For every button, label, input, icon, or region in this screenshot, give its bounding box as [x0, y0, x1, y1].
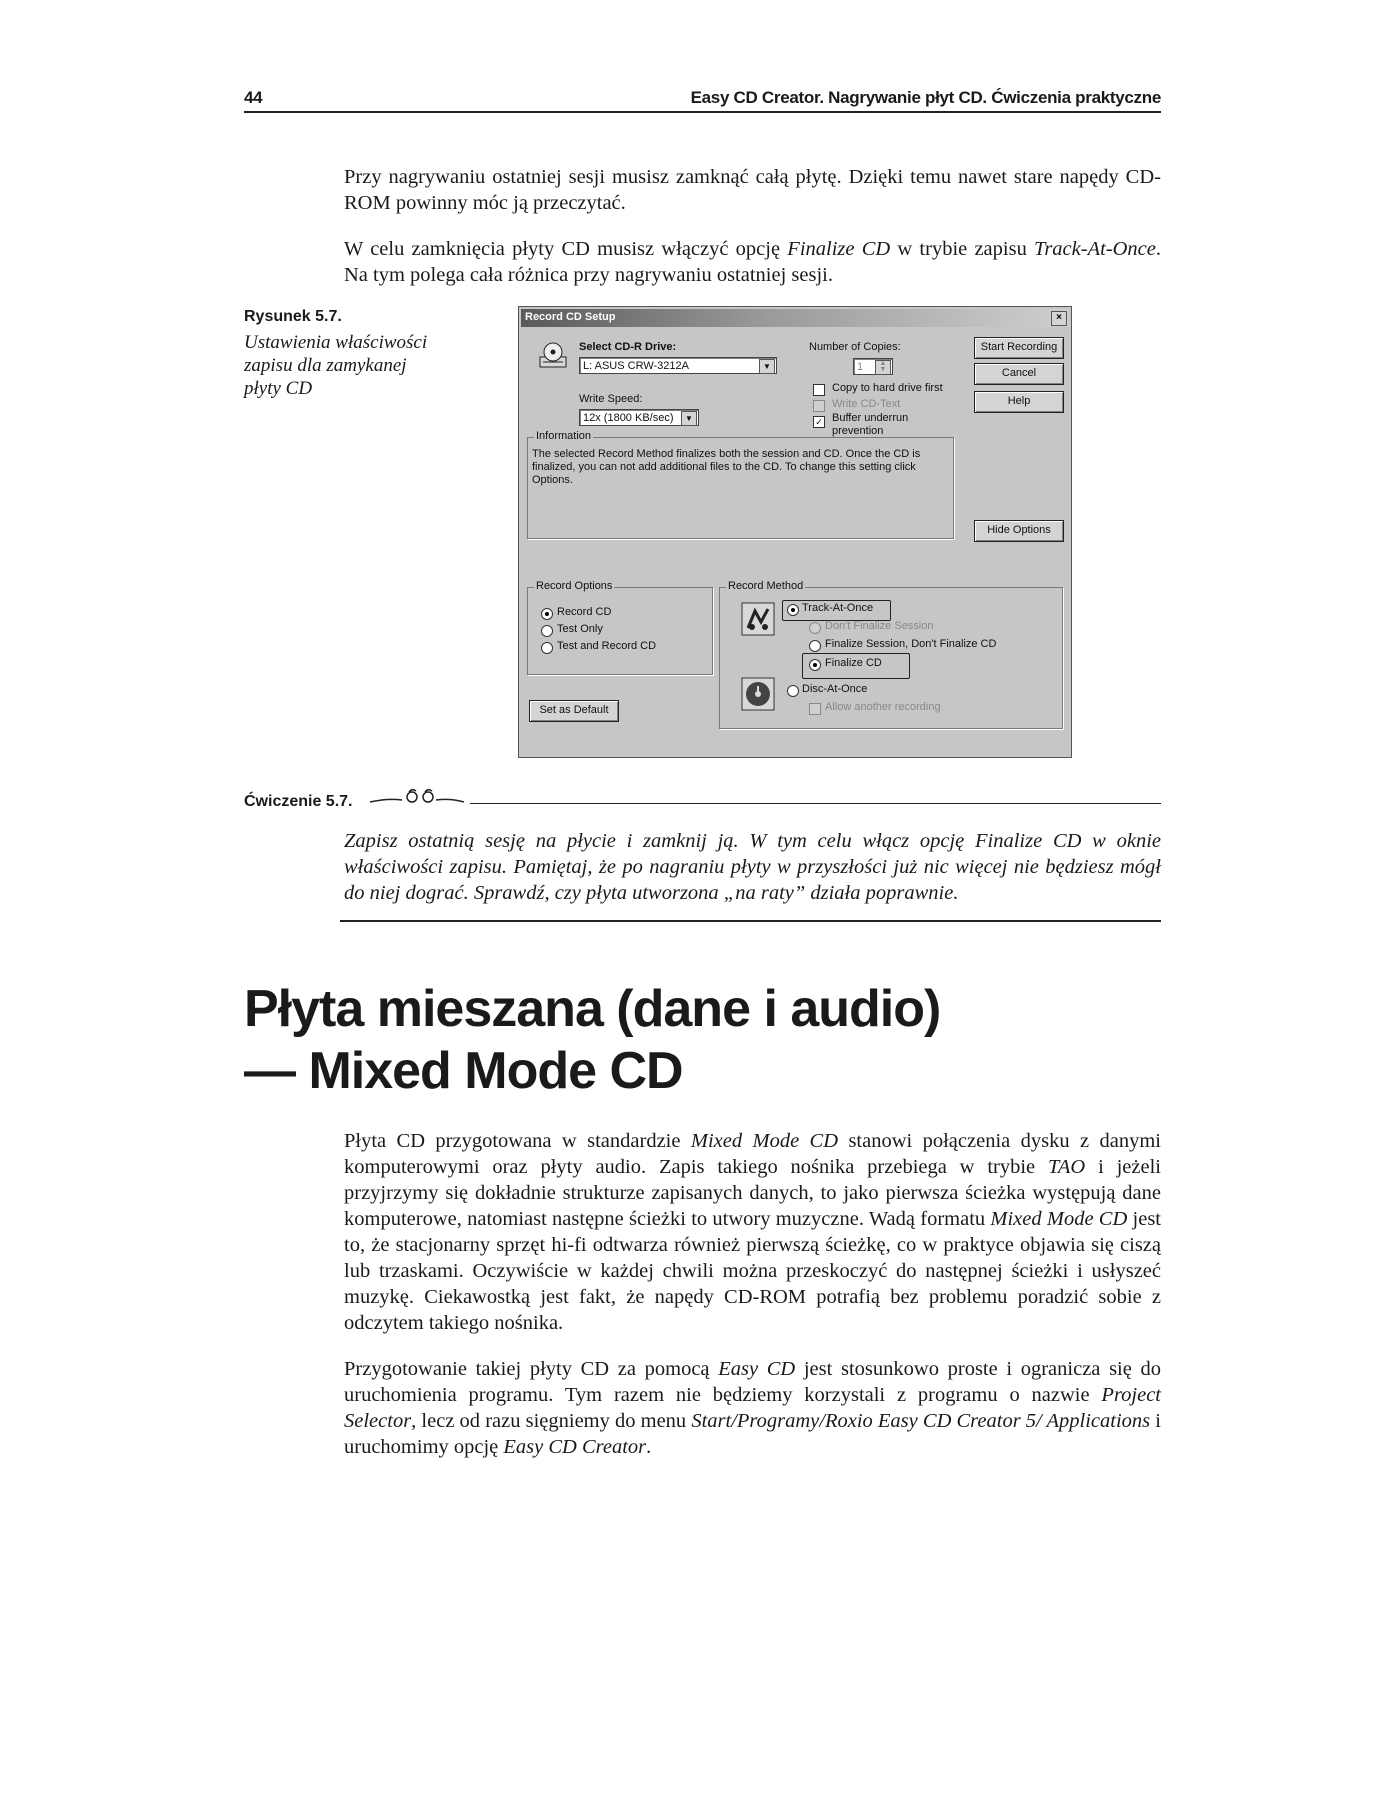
information-group — [527, 430, 954, 539]
chevron-down-icon[interactable]: ▼ — [681, 411, 697, 426]
dialog-title: Record CD Setup — [525, 311, 616, 323]
information-title: Information — [536, 430, 592, 442]
set-as-default-button[interactable]: Set as Default — [529, 700, 619, 722]
intro-paragraph-1: Przy nagrywaniu ostatniej sesji musisz zamknąć całą płytę. Dzięki temu nawet stare napędy CD-ROM powinny móc ją przeczytać. — [344, 166, 1161, 214]
dont-finalize-label: Don't Finalize Session — [825, 620, 934, 632]
body-paragraph-2: Przygotowanie takiej płyty CD za pomocą Easy CD jest stosunkowo proste i ogranicza się do uruchomienia programu. Tym razem nie będziemy korzystali z programu o nazwie Project Selector, lecz od razu sięgniemy do menu Start/Programy/Roxio Easy CD Creator 5/ Applications i uruchomimy opcję Easy CD Creator. — [344, 1358, 1162, 1458]
track-at-once-radio[interactable] — [787, 604, 799, 616]
spin-arrows-icon[interactable]: ▲ ▼ — [875, 360, 891, 375]
section-heading — [244, 978, 1194, 1102]
buffer-underrun-checkbox[interactable]: ✓ — [813, 416, 825, 428]
exercise-label: Ćwiczenie 5.7. — [244, 793, 353, 810]
intro-paragraph-2: W celu zamknięcia płyty CD musisz włączyć opcję Finalize CD w trybie zapisu Track-At-Once. Na tym polega cała różnica przy nagrywaniu ostatniej sesji. — [344, 238, 1161, 286]
chevron-down-icon[interactable]: ▼ — [759, 359, 775, 374]
close-icon[interactable]: × — [1051, 311, 1067, 326]
body-paragraph-1: Płyta CD przygotowana w standardzie Mixed Mode CD stanowi połączenia dysku z danymi komputerowymi oraz płyty audio. Zapis takiego nośnika przebiega w trybie TAO i jeżeli przyjrzymy się dokładnie strukturze zapisanych danych, to jako pierwsza ścieżka występują dane komputerowe, natomiast następne ścieżki to utwory muzyczne. Wadą formatu Mixed Mode CD jest to, że stacjonarny sprzęt hi-fi odtwarza również pierwszą ścieżkę, co w praktyce objawia się ciszą lub trzaskami. Oczywiście w każdej chwili można przeskoczyć do następnej ścieżki i usłyszeć muzykę. Ciekawostką jest fakt, że napędy CD-ROM potrafią bez problemu poradzić sobie z odczytem takiego nośnika. — [344, 1130, 1162, 1334]
buffer-underrun-label: Buffer underrun prevention — [832, 412, 909, 437]
test-only-label: Test Only — [557, 623, 603, 635]
copy-hd-checkbox[interactable] — [813, 384, 825, 396]
test-and-record-label: Test and Record CD — [557, 640, 657, 652]
record-method-title: Record Method — [728, 580, 804, 592]
disc-at-once-icon — [741, 677, 775, 711]
record-options-title: Record Options — [536, 580, 613, 592]
running-title: Easy CD Creator. Nagrywanie płyt CD. Ćwiczenia praktyczne — [690, 88, 1161, 107]
write-cdtext-checkbox[interactable] — [813, 400, 825, 412]
copies-label: Number of Copies: — [809, 341, 901, 353]
start-recording-button[interactable]: Start Recording — [974, 337, 1064, 359]
test-and-record-radio[interactable] — [541, 642, 553, 654]
record-cd-setup-dialog — [518, 306, 1072, 758]
intro-text — [344, 164, 1161, 308]
drive-select-value: L: ASUS CRW-3212A — [583, 360, 689, 372]
dont-finalize-radio[interactable] — [809, 622, 821, 634]
exercise-bottom-rule — [340, 920, 1161, 922]
cd-drive-icon — [537, 341, 569, 371]
finalize-cd-radio[interactable] — [809, 659, 821, 671]
body-text — [344, 1128, 1161, 1480]
section-heading-line-2: — Mixed Mode CD — [244, 1042, 683, 1100]
allow-another-checkbox[interactable] — [809, 703, 821, 715]
copies-value: 1 — [857, 361, 864, 373]
drive-select[interactable] — [579, 357, 777, 374]
record-cd-label: Record CD — [557, 606, 612, 618]
figure-caption: Ustawienia właściwości zapisu dla zamykanej płyty CD — [244, 332, 428, 399]
header-rule — [244, 111, 1161, 113]
cancel-button[interactable]: Cancel — [974, 363, 1064, 385]
write-speed-label: Write Speed: — [579, 393, 643, 405]
copies-stepper[interactable] — [853, 358, 893, 375]
section-heading-line-1: Płyta mieszana (dane i audio) — [244, 980, 941, 1038]
help-button[interactable]: Help — [974, 391, 1064, 413]
track-at-once-icon — [741, 602, 775, 636]
record-cd-radio[interactable] — [541, 608, 553, 620]
copy-hd-label: Copy to hard drive first — [832, 382, 943, 394]
finalize-cd-label: Finalize CD — [825, 657, 882, 669]
exercise-rule — [470, 803, 1161, 804]
hide-options-button[interactable]: Hide Options — [974, 520, 1064, 542]
figure-label: Rysunek 5.7. — [244, 308, 342, 325]
ornament-icon — [368, 786, 468, 808]
disc-at-once-label: Disc-At-Once — [802, 683, 868, 695]
write-speed-value: 12x (1800 KB/sec) — [583, 412, 674, 424]
write-speed-select[interactable] — [579, 409, 699, 426]
finalize-session-radio[interactable] — [809, 640, 821, 652]
disc-at-once-radio[interactable] — [787, 685, 799, 697]
finalize-session-label: Finalize Session, Don't Finalize CD — [825, 638, 997, 650]
select-drive-label: Select CD-R Drive: — [579, 341, 677, 353]
write-cdtext-label: Write CD-Text — [832, 398, 901, 410]
exercise-text: Zapisz ostatnią sesję na płycie i zamknij ją. W tym celu włącz opcję Finalize CD w oknie właściwości zapisu. Pamiętaj, że po nagraniu płyty w przyszłości już nic więcej nie będziesz mógł do niej dograć. Sprawdź, czy płyta utworzona „na raty” działa poprawnie. — [344, 830, 1161, 904]
dialog-titlebar — [521, 309, 1069, 327]
allow-another-label: Allow another recording — [825, 701, 941, 713]
information-text: The selected Record Method finalizes both the session and CD. Once the CD is finalized, you can not add additional files to the CD. To change this setting click Options. — [532, 448, 921, 486]
track-at-once-label: Track-At-Once — [802, 602, 874, 614]
record-options-group — [527, 580, 713, 675]
page-number: 44 — [244, 88, 263, 107]
test-only-radio[interactable] — [541, 625, 553, 637]
